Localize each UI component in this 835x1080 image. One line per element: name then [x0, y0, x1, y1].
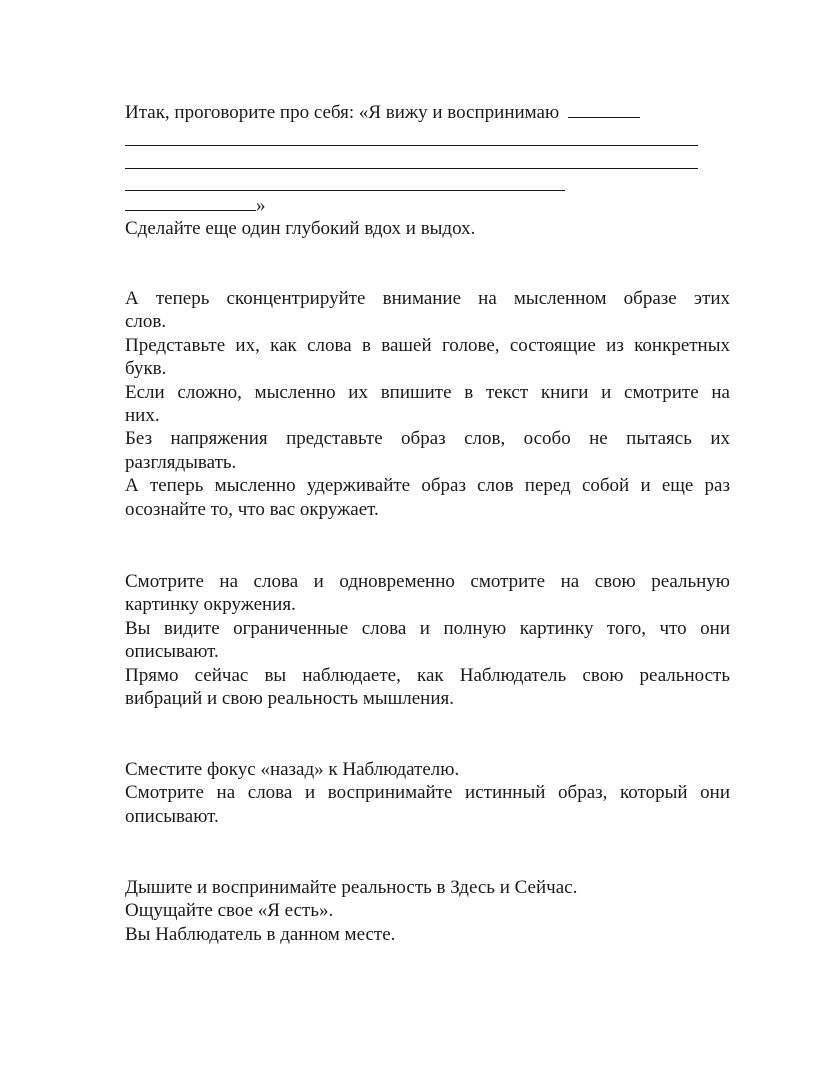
section-2 [125, 570, 730, 710]
intro-text: Итак, проговорите про себя: «Я вижу и воспринимаю [125, 102, 560, 123]
answer-blank-line-1 [125, 145, 698, 146]
s1-p1-line1: А теперь сконцентрируйте внимание на мысленном образе этих [125, 288, 730, 309]
s2-p2-line1: Вы видите ограниченные слова и полную картинку того, что они [125, 617, 730, 639]
s1-p5-line2: осознайте то, что вас окружает. [125, 498, 379, 520]
section-3 [125, 758, 730, 828]
s2-p2-line2: описывают. [125, 641, 219, 663]
s4-p2: Ощущайте свое «Я есть». [125, 900, 334, 922]
s4-p1: Дышите и воспринимайте реальность в Здесь и Сейчас. [125, 877, 578, 898]
s2-p1-line2: картинку окружения. [125, 594, 296, 616]
s1-p2-line2: букв. [125, 358, 167, 380]
s1-p3-line2: них. [125, 405, 160, 427]
s1-p1-line2: слов. [125, 311, 167, 333]
intro-block [125, 101, 730, 124]
s1-p2-line1: Представьте их, как слова в вашей голове, состоящие из конкретных [125, 334, 730, 356]
section-1 [125, 287, 730, 521]
breath-block [125, 217, 730, 240]
closing-quote: » [256, 195, 266, 216]
s1-p3-line1: Если сложно, мысленно их впишите в текст книги и смотрите на [125, 381, 730, 403]
section-4 [125, 876, 730, 946]
s1-p5-line1: А теперь мысленно удерживайте образ слов перед собой и еще раз [125, 475, 730, 497]
intro-line [125, 101, 730, 124]
answer-blank-short [125, 194, 256, 211]
s2-p3-line1: Прямо сейчас вы наблюдаете, как Наблюдатель свою реальность [125, 664, 730, 686]
closing-quote-line [125, 194, 730, 217]
answer-blank-line-3 [125, 190, 565, 191]
s1-p4-line2: разглядывать. [125, 451, 237, 473]
s3-p2-line2: описывают. [125, 805, 219, 827]
answer-blank-line-2 [125, 168, 698, 169]
s4-p3: Вы Наблюдатель в данном месте. [125, 923, 396, 945]
s3-p2-line1: Смотрите на слова и воспринимайте истинный образ, который они [125, 782, 730, 804]
s3-p1: Сместите фокус «назад» к Наблюдателю. [125, 759, 460, 780]
breath-text: Сделайте еще один глубокий вдох и выдох. [125, 218, 476, 239]
s2-p1-line1: Смотрите на слова и одновременно смотрите на свою реальную [125, 571, 730, 592]
s1-p4-line1: Без напряжения представьте образ слов, особо не пытаясь их [125, 428, 730, 450]
s2-p3-line2: вибраций и свою реальность мышления. [125, 688, 454, 710]
closing-quote-block [125, 194, 730, 217]
answer-blank-inline [568, 101, 640, 118]
